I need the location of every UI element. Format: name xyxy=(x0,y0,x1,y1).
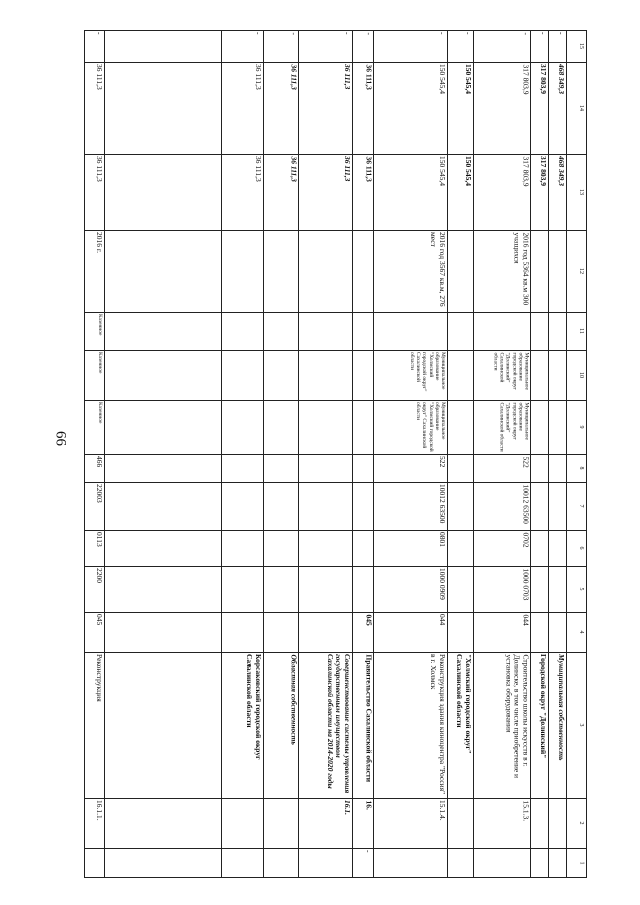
table-cell-c8: 522 xyxy=(521,456,530,468)
table-cell-c15: - xyxy=(539,32,548,35)
table-cell-c2: 16.1. xyxy=(343,800,352,815)
table-cell-c9: Казенное xyxy=(97,402,103,424)
table-cell-c15: - xyxy=(438,32,447,35)
column-number-header: 3 xyxy=(578,723,584,727)
table-cell-c5: 1000 0703 xyxy=(521,568,530,600)
table-cell-c12: 2016 год 5364 кв.м 300 учащихся xyxy=(512,232,530,305)
table-cell-c2: 15.1.4. xyxy=(438,800,447,821)
table-cell-c9: Муниципальное образование "Холмский городской округ" Сахалинской области xyxy=(415,402,446,452)
table-cell-c5: 1000 0909 xyxy=(438,568,447,600)
table-cell-c15: - xyxy=(343,32,352,35)
table-cell-c13: 317 803,9 xyxy=(539,156,548,186)
table-cell-c14: 150 545,4 xyxy=(438,64,447,94)
table-cell-c3: Реконструкция здания киноцентра "Россия" в г. Холмск xyxy=(429,654,447,795)
table-cell-c13: 36 111,3 xyxy=(343,156,352,182)
table-cell-c11: Казенное xyxy=(97,314,103,336)
table-cell-c14: 36 111,3 xyxy=(343,64,352,90)
table-cell-c13: 36 111,3 xyxy=(289,156,298,182)
table-cell-c15: - xyxy=(254,32,263,35)
column-number-header: 8 xyxy=(578,466,584,470)
column-number-header: 4 xyxy=(578,630,584,634)
table-cell-c10: Казенное xyxy=(97,352,103,374)
table-cell-c15: - xyxy=(364,32,373,35)
table-cell-c8: 522 xyxy=(438,456,447,468)
table-cell-c2: 15.1.3. xyxy=(521,800,530,821)
column-number-header: 11 xyxy=(578,328,584,334)
table-cell-c13: 36 111,3 xyxy=(364,156,373,182)
table-cell-c4: 044 xyxy=(521,614,530,626)
table-cell-c13: 36 111,3 xyxy=(254,156,263,182)
table-cell-c3: Муниципальная собственность xyxy=(557,654,566,761)
table-cell-c14: 36 111,3 xyxy=(95,64,104,90)
table-cell-c4: 044 xyxy=(438,614,447,626)
column-number-header: 6 xyxy=(578,546,584,550)
table-cell-c13: 468 349,3 xyxy=(557,156,566,186)
table-cell-c3: Совершенствование системы управления государственным имуществом Сахалинской области на 2014-2020 годы xyxy=(325,654,352,794)
table-cell-c13: 317 803,9 xyxy=(521,156,530,186)
table-cell-c4: 045 xyxy=(364,614,373,626)
table-cell-c15: - xyxy=(464,32,473,35)
table-cell-c14: 150 545,4 xyxy=(464,64,473,94)
table-cell-c15: - xyxy=(289,32,298,35)
table-cell-c3: Правительство Сахалинской области xyxy=(364,654,373,782)
column-number-header: 14 xyxy=(578,105,584,111)
table-cell-c10: Муниципальное образование городской округ "Долинский" Сахалинской области xyxy=(491,352,529,390)
table-cell-c13: 150 545,4 xyxy=(438,156,447,186)
page-number: 66 xyxy=(52,431,69,446)
table-cell-c12: 2016 г. xyxy=(95,232,104,253)
table-cell-c3: Городской округ "Долинский" xyxy=(539,654,548,759)
table-cell-c4: 045 xyxy=(95,614,104,626)
table-cell-c14: 317 803,9 xyxy=(521,64,530,94)
column-number-header: 7 xyxy=(578,504,584,508)
table-cell-c2: 16.1.1. xyxy=(95,800,104,821)
table-cell-c7: 10012 63500 xyxy=(438,484,447,524)
table-cell-c12: 2016 год 3567 кв.м, 276 мест xyxy=(429,232,447,307)
column-number-header: 13 xyxy=(578,189,584,195)
table-cell-c14: 36 111,3 xyxy=(364,64,373,90)
table-cell-c9: Муниципальное образование городской округ "Долинский" Сахалинской области xyxy=(498,402,529,452)
table-cell-c5: 2200 xyxy=(95,568,104,583)
table-cell-c3: Строительство школы искусств в г. Долинске, в том числе приобретение и установка оборудования xyxy=(503,654,530,778)
table-cell-c15: - xyxy=(95,32,104,35)
col-border xyxy=(84,877,587,878)
column-number-header: 5 xyxy=(578,587,584,591)
table-cell-c14: 317 803,9 xyxy=(539,64,548,94)
table-cell-c14: 36 111,3 xyxy=(289,64,298,90)
table-cell-c10: Муниципальное образование "Холмский городской округ" Сахалинской области xyxy=(408,352,446,392)
table-cell-c3: "Холмский городской округ" Сахалинской области xyxy=(455,654,473,754)
table-cell-c15: - xyxy=(521,32,530,35)
table-cell-c7: 22003 xyxy=(95,484,104,503)
column-number-header: 15 xyxy=(578,43,584,49)
table-cell-c14: 468 349,3 xyxy=(557,64,566,94)
column-number-header: 2 xyxy=(578,821,584,825)
column-number-header: 9 xyxy=(578,425,584,429)
table-cell-c1: - xyxy=(364,850,373,853)
table-cell-c6: 0801 xyxy=(438,532,447,547)
table-cell-c14: 36 111,3 xyxy=(254,64,263,90)
table-cell-c3: Реконструкция xyxy=(95,654,104,702)
table-cell-c3: Корсаковский городской округ Сахалинской области xyxy=(245,654,263,760)
table-cell-c13: 36 111,3 xyxy=(95,156,104,182)
table-cell-c15: - xyxy=(557,32,566,35)
table-cell-c7: 10012 63500 xyxy=(521,484,530,524)
table-cell-c8: 466 xyxy=(95,456,104,468)
column-number-header: 12 xyxy=(578,268,584,274)
table-cell-c6: 0113 xyxy=(95,532,104,547)
table-cell-c3: Областная собственность xyxy=(289,654,298,745)
table-cell-c6: 0702 xyxy=(521,532,530,547)
table-cell-c13: 150 545,4 xyxy=(464,156,473,186)
column-number-header: 10 xyxy=(578,372,584,378)
column-number-header: 1 xyxy=(578,861,584,864)
table-cell-c2: 16. xyxy=(364,800,373,810)
